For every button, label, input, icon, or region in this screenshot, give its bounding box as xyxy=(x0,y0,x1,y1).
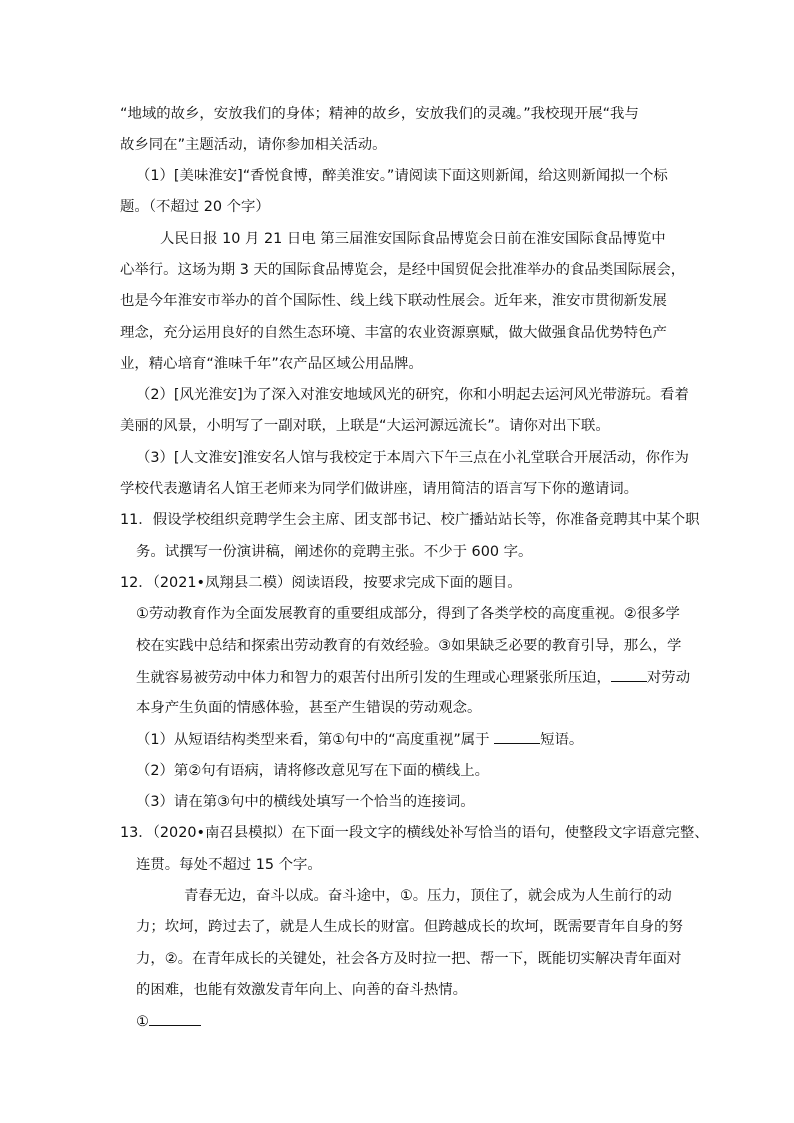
text-line xyxy=(184,886,672,906)
text-line xyxy=(120,197,270,217)
line-text: 连贯。每处不超过 15 个字。 xyxy=(136,857,322,873)
line-text: 生就容易被劳动中体力和智力的艰苦付出所引发的生理或心理紧张所压迫， xyxy=(136,670,611,686)
text-line xyxy=(120,510,700,530)
line-text: 力，②。在青年成长的关键处，社会各方及时拉一把、帮一下，既能切实解决青年面对 xyxy=(136,951,682,967)
text-line xyxy=(136,792,475,812)
line-text: （2）第②句有语病，请将修改意见写在下面的横线上。 xyxy=(136,763,490,779)
text-line xyxy=(120,573,522,593)
text-line xyxy=(120,354,423,374)
text-line xyxy=(136,604,680,624)
text-line xyxy=(136,542,532,562)
line-text: 故乡同在”主题活动，请你参加相关活动。 xyxy=(120,137,387,153)
line-text: 人民日报 10 月 21 日电 第三届淮安国际食品博览会日前在淮安国际食品博览中 xyxy=(160,231,666,247)
text-line xyxy=(136,1011,201,1032)
line-text: 心举行。这场为期 3 天的国际食品博览会，是经中国贸促会批准举办的食品类国际展会， xyxy=(120,262,686,278)
line-text: ① xyxy=(136,1014,149,1030)
line-text: 11．假设学校组织竞聘学生会主席、团支部书记、校广播站站长等，你准备竞聘其中某个职 xyxy=(120,512,700,528)
text-line xyxy=(120,323,667,343)
text-line xyxy=(136,698,481,718)
line-text-tail: 短语。 xyxy=(540,732,584,748)
answer-blank[interactable] xyxy=(611,667,647,682)
line-text: （1）[美味淮安]“香悦食博，醉美淮安。”请阅读下面这则新闻，给这则新闻拟一个标 xyxy=(136,168,668,184)
line-text: 本身产生负面的情感体验，甚至产生错误的劳动观念。 xyxy=(136,700,482,716)
text-line xyxy=(136,761,489,781)
line-text: 理念，充分运用良好的自然生态环境、丰富的农业资源禀赋，做大做强食品优势特色产 xyxy=(120,325,667,341)
text-line xyxy=(136,166,668,186)
text-line xyxy=(120,416,610,436)
text-line xyxy=(136,917,683,937)
text-line xyxy=(136,729,583,750)
line-text: 美丽的风景，小明写了一副对联，上联是“大运河源远流长”。请你对出下联。 xyxy=(120,418,610,434)
line-text: （3）请在第③句中的横线处填写一个恰当的连接词。 xyxy=(136,794,475,810)
text-line xyxy=(120,135,387,155)
text-line xyxy=(136,667,690,688)
text-line xyxy=(136,980,467,1000)
line-text: 力；坎坷，跨过去了，就是人生成长的财富。但跨越成长的坎坷，既需要青年自身的努 xyxy=(136,919,683,935)
line-text: 也是今年淮安市举办的首个国际性、线上线下联动性展会。近年来，淮安市贯彻新发展 xyxy=(120,293,667,309)
line-text: 的困难，也能有效激发青年向上、向善的奋斗热情。 xyxy=(136,982,467,998)
text-line xyxy=(136,949,681,969)
line-text: 青春无边，奋斗以成。奋斗途中，①。压力，顶住了，就会成为人生前行的动 xyxy=(184,888,672,904)
line-text: 业，精心培育“淮味千年”农产品区域公用品牌。 xyxy=(120,356,423,372)
text-line xyxy=(120,104,639,124)
answer-blank[interactable] xyxy=(494,729,540,744)
text-line xyxy=(120,823,709,843)
line-text-tail: 对劳动 xyxy=(646,670,691,686)
line-text: 12．（2021•凤翔县二模）阅读语段，按要求完成下面的题目。 xyxy=(120,575,522,591)
text-line xyxy=(120,260,685,280)
line-text: （2）[风光淮安]为了深入对淮安地域风光的研究，你和小明起去运河风光带游玩。看着 xyxy=(136,387,689,403)
text-line xyxy=(160,229,666,249)
line-text: 校在实践中总结和探索出劳动教育的有效经验。③如果缺乏必要的教育引导，那么，学 xyxy=(136,638,682,654)
line-text: ①劳动教育作为全面发展教育的重要组成部分，得到了各类学校的高度重视。②很多学 xyxy=(136,606,680,622)
text-line xyxy=(120,291,667,311)
text-line xyxy=(136,636,681,656)
text-line xyxy=(136,448,689,468)
line-text: （1）从短语结构类型来看，第①句中的“高度重视”属于 xyxy=(136,732,495,748)
text-line xyxy=(120,479,638,499)
line-text: 13．（2020•南召县模拟）在下面一段文字的横线处补写恰当的语句，使整段文字语意完整、 xyxy=(120,825,709,841)
line-text: 题。（不超过 20 个字） xyxy=(120,199,270,215)
text-line xyxy=(136,855,322,875)
line-text: 务。试撰写一份演讲稿，阐述你的竞聘主张。不少于 600 字。 xyxy=(136,544,533,560)
line-text: “地域的故乡，安放我们的身体；精神的故乡，安放我们的灵魂。”我校现开展“我与 xyxy=(120,106,639,122)
line-text: 学校代表邀请名人馆王老师来为同学们做讲座，请用简洁的语言写下你的邀请词。 xyxy=(120,481,639,497)
text-line xyxy=(136,385,689,405)
line-text: （3）[人文淮安]淮安名人馆与我校定于本周六下午三点在小礼堂联合开展活动，你作为 xyxy=(136,450,689,466)
answer-blank[interactable] xyxy=(149,1011,201,1026)
